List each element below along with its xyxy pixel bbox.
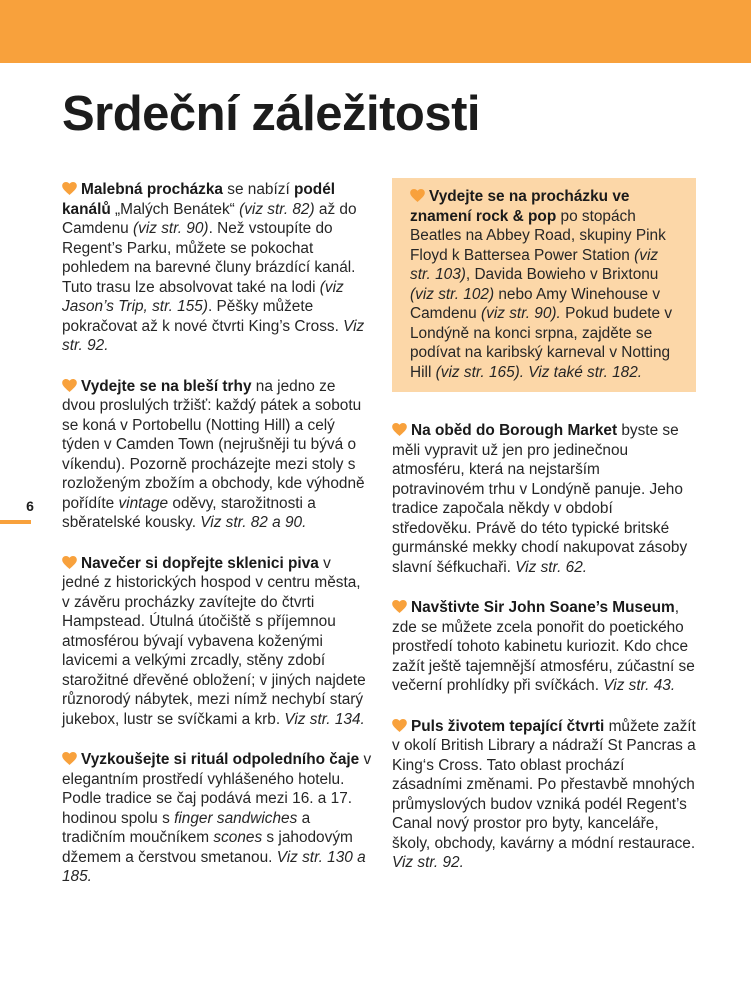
heart-icon <box>62 379 77 392</box>
entry-kings-cross-district: Puls životem tepající čtvrti můžete zažít v okolí British Library a nádraží St Pancras a King‘s Cross. Tato oblast prochází zásadními změnami. Po přestavbě mnohých průmyslových budov vzniká podél Regent’s Canal nový prostor pro byty, kanceláře, školy, obchody, kavárny a módní restaurace. Viz str. 92. <box>392 717 696 871</box>
entry-soane-museum: Navštivte Sir John Soane’s Museum, zde se můžete zcela ponořit do poetického prostředí tohoto kabinetu kuriozit. Kdo chce zažít ještě tajemnější atmosféru, zúčastní se večerní prohlídky při svíčkách. Viz str. 43. <box>392 599 695 694</box>
header-color-bar <box>0 0 751 63</box>
heart-icon <box>62 556 77 569</box>
page-title: Srdeční záležitosti <box>62 87 481 141</box>
entry-afternoon-tea: Vyzkoušejte si rituál odpoledního čaje v elegantním prostředí vyhlášeného hotelu. Podle tradice se čaj podává mezi 16. a 17. hodinou spolu s finger sandwiches a tradičním moučníkem scones s jahodovým džemem a čerstvou smetanou. Viz str. 130 a 185. <box>62 751 372 885</box>
heart-icon <box>392 600 407 613</box>
left-column <box>62 180 372 908</box>
highlight-box <box>392 178 696 392</box>
right-column <box>392 180 696 894</box>
entry-canal-walk: Malebná procházka se nabízí podél kanálů „Malých Benátek“ (viz str. 82) až do Camdenu (viz str. 90). Než vstoupíte do Regent’s Parku, můžete se pokochat pohledem na barevné čluny brázdící kanál. Tuto trasu lze absolvovat také na lodi (viz Jason’s Trip, str. 155). Pěšky můžete pokračovat až k nové čtvrti King’s Cross. Viz str. 92. <box>62 181 365 354</box>
heart-icon <box>392 719 407 732</box>
heart-icon <box>62 752 77 765</box>
entry-rock-pop-walk: Vydejte se na procházku ve znamení rock & pop po stopách Beatles na Abbey Road, skupiny Pink Floyd k Battersea Power Station (viz str. 103), Davida Bowieho v Brixtonu (viz str. 102) nebo Amy Winehouse v Camdenu (viz str. 90). Pokud budete v Londýně na konci srpna, zajděte se podívat na karibský karneval v Notting Hill (viz str. 165). Viz také str. 182. <box>410 188 673 381</box>
heart-icon <box>410 189 425 202</box>
page-number: 6 <box>26 498 34 514</box>
entry-evening-pub: Navečer si dopřejte sklenici piva v jedné z historických hospod v centru města, v závěru procházky zavítejte do čtvrti Hampstead. Útulná útočiště s příjemnou atmosférou bývají vybavena koženými lavicemi a velkými zrcadly, stěny zdobí starožitné dřevěné obložení; v jiných najdete různorodý nábytek, mezi nímž nechybí starý jukebox, lustr se svíčkami a krb. Viz str. 134. <box>62 554 366 728</box>
page-number-bar <box>0 520 31 524</box>
heart-icon <box>392 423 407 436</box>
entry-borough-market: Na oběd do Borough Market byste se měli vypravit už jen pro jedinečnou atmosféru, která na nejstarším potravinovém trhu v Londýně panuje. Jeho tradice započala někdy v období středověku. Právě do této typické britské gurmánské mekky chodí nakupovat zásoby slavní šéfkuchaři. Viz str. 62. <box>392 422 688 576</box>
heart-icon <box>62 182 77 195</box>
entry-flea-markets: Vydejte se na bleší trhy na jedno ze dvou proslulých tržišť: každý pátek a sobotu se koná v Portobellu (Notting Hill) a celý týden v Camden Town (nejrušněji tu bývá o víkendu). Pozorně procházejte mezi stoly s rozloženým zbožím a obchody, kde výhodně pořídíte vintage oděvy, starožitnosti a sběratelské kousky. Viz str. 82 a 90. <box>62 377 365 531</box>
